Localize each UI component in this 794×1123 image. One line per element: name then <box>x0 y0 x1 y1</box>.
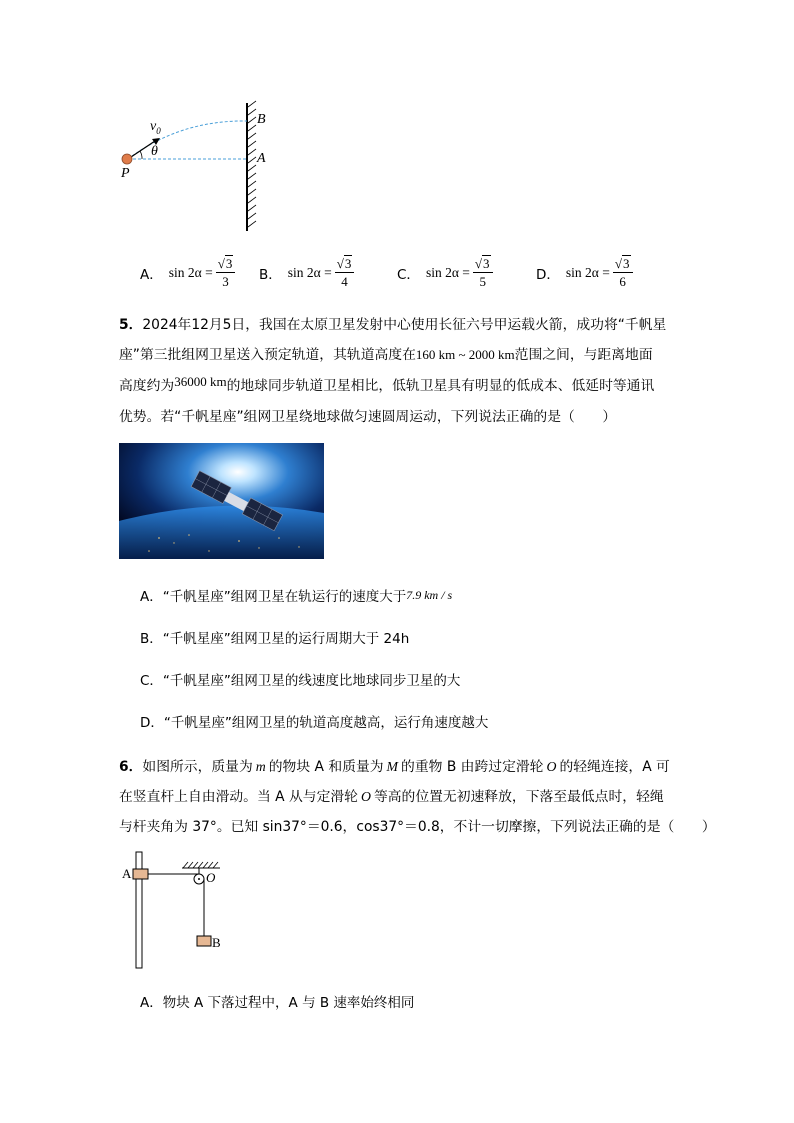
option-lhs: sin 2α = <box>565 264 610 280</box>
projectile-figure <box>100 95 300 240</box>
q4-option-b[interactable] <box>259 256 354 289</box>
option-letter: C． <box>397 266 420 283</box>
angle-arc <box>140 151 142 159</box>
q5-option-a[interactable]: A．“千帆星座”组网卫星在轨运行的速度大于7.9 km / s <box>140 588 453 605</box>
option-fraction: $\frac{√3}{3}$ <box>216 256 236 289</box>
option-fraction: $\frac{√3}{6}$ <box>613 256 633 289</box>
q5-line-4: 优势。若“千帆星座”组网卫星绕地球做匀速圆周运动，下列说法正确的是（ ） <box>119 409 617 425</box>
block-A <box>133 869 148 879</box>
q6-option-a[interactable]: A．物块 A 下落过程中，A 与 B 速率始终相同 <box>140 995 415 1011</box>
q4-option-d[interactable] <box>536 256 633 289</box>
q6-number: 6． <box>119 759 143 775</box>
q5-line-2: 座”第三批组网卫星送入预定轨道，其轨道高度在160 km ~ 2000 km范围之间，与距离地面 <box>119 347 653 363</box>
block-B <box>197 936 211 946</box>
option-fraction: $\frac{√3}{5}$ <box>473 256 493 289</box>
q5-option-c[interactable]: C．“千帆星座”组网卫星的线速度比地球同步卫星的大 <box>140 673 461 689</box>
label-A: A <box>257 151 266 166</box>
label-v0: $v_0$ <box>150 119 161 136</box>
option-letter: D． <box>536 266 560 283</box>
fig-label-B: B <box>212 935 221 950</box>
q5-option-b[interactable]: B．“千帆星座”组网卫星的运行周期大于 24h <box>140 631 410 647</box>
trajectory-arc <box>128 121 247 159</box>
option-lhs: sin 2α = <box>425 264 470 280</box>
q4-option-c[interactable] <box>397 256 493 289</box>
fig-label-O: O <box>206 870 216 885</box>
q6-line-1: 6．如图所示，质量为 m 的物块 A 和质量为 M 的重物 B 由跨过定滑轮 O 的轻绳连接，A 可 <box>119 759 670 775</box>
ball-P <box>122 154 132 164</box>
q6-line-2: 在竖直杆上自由滑动。当 A 从与定滑轮 O 等高的位置无初速释放，下落至最低点时，轻绳 <box>119 789 664 805</box>
option-lhs: sin 2α = <box>287 264 332 280</box>
label-theta: θ <box>151 144 158 159</box>
label-P: P <box>121 166 130 181</box>
option-letter: A． <box>140 266 163 283</box>
option-lhs: sin 2α = <box>168 264 213 280</box>
ceiling-hatching <box>183 862 218 868</box>
label-B: B <box>257 112 266 127</box>
pulley-figure <box>118 848 238 973</box>
pulley-axle <box>198 878 200 880</box>
q5-line-3: 高度约为36000 km的地球同步轨道卫星相比，低轨卫星具有明显的低成本、低延时等通讯 <box>119 374 655 394</box>
option-letter: B． <box>259 266 282 283</box>
wall-hatching <box>248 101 256 227</box>
q5-option-d[interactable]: D．“千帆星座”组网卫星的轨道高度越高，运行角速度越大 <box>140 715 489 731</box>
option-fraction: $\frac{√3}{4}$ <box>335 256 355 289</box>
q6-line-3: 与杆夹角为 37°。已知 sin37°＝0.6，cos37°＝0.8，不计一切摩擦，下列说法正确的是（ ） <box>119 819 716 835</box>
fig-label-A: A <box>122 866 132 881</box>
q5-line-1: 5．2024年12月5日，我国在太原卫星发射中心使用长征六号甲运载火箭，成功将“千帆星 <box>119 317 667 333</box>
q5-number: 5． <box>119 317 143 333</box>
q4-option-a[interactable] <box>140 256 235 289</box>
satellite-image <box>119 443 324 559</box>
